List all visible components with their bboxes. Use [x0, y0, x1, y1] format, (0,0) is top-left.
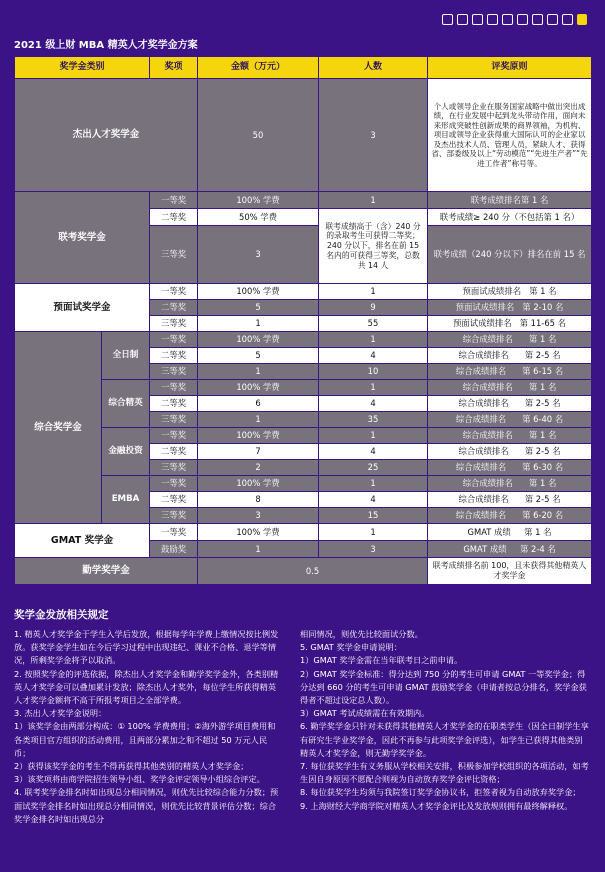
principle-text: 综合成绩排名	[458, 398, 509, 409]
cell-amount: 100% 学费	[198, 380, 319, 396]
table-row	[15, 192, 592, 209]
cell-count: 4	[319, 396, 428, 412]
cell-count: 35	[319, 412, 428, 428]
table-header-row	[15, 57, 592, 79]
cell-award: 三等奖	[150, 508, 198, 524]
note-paragraph: 3）该奖项将由商学院招生领导小组、奖学金评定领导小组综合评定。	[14, 774, 265, 785]
cell-principle	[428, 460, 592, 476]
note-paragraph: 8. 每位获奖学生均须与我院签订奖学金协议书，拒签者视为自动放弃奖学金；	[300, 787, 581, 798]
cell-count: 3	[319, 79, 428, 192]
principle-text: GMAT 成绩	[463, 543, 507, 554]
table-row	[15, 284, 592, 300]
note-paragraph: 1. 精英人才奖学金于学生入学后发放，根据每学年学费上缴情况按比例发放。获奖学金学生如在今后学习过程中出现违纪、课业不合格、退学等情况，所剩奖学金将予以取消。	[14, 629, 279, 666]
gift-icon	[547, 14, 558, 25]
principle-rank: 第 6-20 名	[522, 510, 564, 521]
principle-rank: 第 1 名	[528, 430, 557, 441]
cell-principle	[428, 348, 592, 364]
principle-rank: 第 11-65 名	[519, 318, 567, 329]
cell-principle	[428, 524, 592, 541]
principle-text: 综合成绩排名	[462, 430, 513, 441]
cell-award: 三等奖	[150, 460, 198, 476]
cell-award: 一等奖	[150, 476, 198, 492]
icon-row	[442, 14, 587, 25]
category-gmat: GMAT 奖学金	[15, 524, 150, 558]
table-row	[15, 476, 592, 492]
cell-count-note: 联考成绩高于（含）240 分的录取考生可获得二等奖；240 分以下，排名在前 15 名内的可获得三等奖，总数共 14 人	[319, 209, 428, 284]
category-comprehensive: 综合奖学金	[15, 332, 102, 524]
cell-count: 1	[319, 192, 428, 209]
tag-icon	[517, 14, 528, 25]
document-icon	[502, 14, 513, 25]
note-paragraph: 1）GMAT 奖学金需在当年联考日之前申请。	[300, 655, 463, 666]
cell-award: 二等奖	[150, 396, 198, 412]
notes-title: 奖学金发放相关规定	[14, 609, 109, 621]
table-row	[15, 558, 592, 585]
principle-rank: 第 6-15 名	[522, 366, 564, 377]
principle-rank: 第 1 名	[529, 286, 557, 297]
page-title: 2021 级上财 MBA 精英人才奖学金方案	[14, 40, 198, 51]
cell-principle	[428, 284, 592, 300]
chart-icon	[487, 14, 498, 25]
principle-rank: 第 2-5 名	[524, 398, 561, 409]
principle-text: 综合成绩排名	[462, 478, 513, 489]
clock-icon	[442, 14, 453, 25]
cell-principle: 联考成绩排名前 100，且未获得其他精英人才奖学金	[428, 558, 592, 585]
note-paragraph: 2）获得该奖学金的考生不得再获得其他类别的精英人才奖学金；	[14, 761, 249, 772]
cell-principle	[428, 300, 592, 316]
header-category: 奖学金类别	[15, 57, 150, 79]
table-row	[15, 524, 592, 541]
cell-principle	[428, 444, 592, 460]
cell-count: 4	[319, 444, 428, 460]
cell-amount: 1	[198, 412, 319, 428]
table-row	[15, 428, 592, 444]
header-principle: 评奖原则	[428, 57, 592, 79]
principle-rank: 第 1 名	[524, 526, 552, 537]
scholarship-table	[14, 56, 592, 585]
subcategory-label: EMBA	[102, 476, 150, 524]
cell-award: 一等奖	[150, 380, 198, 396]
category-outstanding: 杰出人才奖学金	[15, 79, 198, 192]
cell-amount: 1	[198, 364, 319, 380]
cell-amount: 8	[198, 492, 319, 508]
cell-amount: 7	[198, 444, 319, 460]
principle-text: 预面试成绩排名	[452, 318, 512, 329]
cell-count: 4	[319, 348, 428, 364]
cell-amount: 1	[198, 316, 319, 332]
cell-amount: 5	[198, 348, 319, 364]
principle-text: 综合成绩排名	[458, 446, 509, 457]
principle-text: 综合成绩排名	[462, 334, 513, 345]
principle-text: 预面试成绩排名	[462, 286, 522, 297]
note-paragraph: 2. 按照奖学金的评选依据，除杰出人才奖学金和勤学奖学金外，各类别精英人才奖学金可以叠加累计发放；除杰出人才奖外，每位学生所获得精英人才奖学金额将不高于所报考项目之全部学费。	[14, 668, 279, 706]
principle-text: 综合成绩排名	[455, 366, 507, 377]
cell-award: 一等奖	[150, 284, 198, 300]
cell-amount: 3	[198, 508, 319, 524]
table-row	[15, 79, 592, 192]
principle-text: 综合成绩排名	[455, 462, 507, 473]
note-paragraph: 7. 每位获奖学生有义务服从学校相关安排，积极参加学校组织的各项活动，如考生因自身原因不愿配合则视为自动放弃奖学金评比资格；	[300, 761, 589, 785]
table-row	[15, 380, 592, 396]
cell-principle	[428, 492, 592, 508]
cell-award: 三等奖	[150, 364, 198, 380]
principle-rank: 第 1 名	[528, 334, 557, 345]
cell-principle	[428, 332, 592, 348]
notes-left-column	[14, 628, 282, 826]
cell-amount: 100% 学费	[198, 284, 319, 300]
principle-rank: 第 2-5 名	[524, 494, 561, 505]
cell-award: 二等奖	[150, 300, 198, 316]
cell-award: 二等奖	[150, 209, 198, 226]
principle-text: 综合成绩排名	[462, 382, 513, 393]
cell-amount: 50% 学费	[198, 209, 319, 226]
principle-rank: 第 2-5 名	[524, 350, 561, 361]
cell-award: 一等奖	[150, 428, 198, 444]
cell-award: 三等奖	[150, 226, 198, 284]
cell-principle	[428, 396, 592, 412]
cell-count: 25	[319, 460, 428, 476]
subcategory-label: 全日制	[102, 332, 150, 380]
note-paragraph: 相同情况，则优先比较面试分数。	[300, 629, 423, 639]
note-paragraph: 6. 勤学奖学金只针对未获得其他精英人才奖学金的在职类学生（因全日制学生享有研究生学业奖学金，因此不再参与此项奖学金评选），如学生已获得其他类别精英人才奖学金，则无勤学奖学金。	[300, 721, 589, 758]
table-row	[15, 332, 592, 348]
cell-count: 1	[319, 428, 428, 444]
note-paragraph: 5. GMAT 奖学金申请说明：	[300, 642, 402, 653]
header-amount: 金额（万元）	[198, 57, 319, 79]
people-icon	[472, 14, 483, 25]
note-paragraph: 3）GMAT 考试成绩需在有效期内。	[300, 708, 430, 719]
subcategory-label: 金融投资	[102, 428, 150, 476]
cell-principle	[428, 380, 592, 396]
cell-count: 1	[319, 476, 428, 492]
cell-award: 一等奖	[150, 332, 198, 348]
cell-count: 3	[319, 541, 428, 558]
cell-award: 鼓励奖	[150, 541, 198, 558]
note-paragraph: 9. 上海财经大学商学院对精英人才奖学金评比及发放规则拥有最终解释权。	[300, 800, 573, 811]
principle-rank: 第 2-4 名	[519, 543, 556, 554]
cell-count: 15	[319, 508, 428, 524]
book-icon	[532, 14, 543, 25]
info-icon	[457, 14, 468, 25]
cell-amount: 100% 学费	[198, 524, 319, 541]
principle-text: 综合成绩排名	[458, 494, 509, 505]
cell-count: 1	[319, 524, 428, 541]
cell-count: 1	[319, 284, 428, 300]
principle-rank: 第 2-5 名	[524, 446, 561, 457]
cell-amount: 50	[198, 79, 319, 192]
cell-award: 一等奖	[150, 192, 198, 209]
cell-count: 9	[319, 300, 428, 316]
cell-amount: 100% 学费	[198, 476, 319, 492]
cell-principle	[428, 541, 592, 558]
notes-right-column	[300, 628, 590, 813]
cell-principle	[428, 508, 592, 524]
note-paragraph: 1）该奖学金由两部分构成：① 100% 学费费用；②海外游学项目费用和各类项目官方组织的活动费用，且两部分累加之和不超过 50 万元人民币；	[14, 721, 276, 758]
cell-amount: 2	[198, 460, 319, 476]
trophy-icon	[577, 14, 587, 25]
subcategory-label: 综合精英	[102, 380, 150, 428]
cell-principle: 联考成绩排名第 1 名	[428, 192, 592, 209]
category-diligence: 勤学奖学金	[15, 558, 198, 585]
cell-count: 55	[319, 316, 428, 332]
category-pre-interview: 预面试奖学金	[15, 284, 150, 332]
cell-award: 二等奖	[150, 348, 198, 364]
note-paragraph: 2）GMAT 奖学金标准：得分达到 750 分的考生可申请 GMAT 一等奖学金；得分达到 660 分的考生可申请 GMAT 鼓励奖学金（申请者按总分排名，奖学金获得者不超过设定总人数）。	[300, 668, 587, 706]
note-paragraph: 3. 杰出人才奖学金说明：	[14, 708, 107, 719]
principle-text: 综合成绩排名	[455, 510, 507, 521]
cell-amount: 100% 学费	[198, 192, 319, 209]
cell-amount: 100% 学费	[198, 332, 319, 348]
principle-rank: 第 6-30 名	[522, 462, 564, 473]
cell-principle	[428, 316, 592, 332]
cell-amount: 100% 学费	[198, 428, 319, 444]
category-joint-exam: 联考奖学金	[15, 192, 150, 284]
cell-amount: 0.5	[198, 558, 428, 585]
principle-rank: 第 1 名	[528, 382, 557, 393]
cell-award: 二等奖	[150, 444, 198, 460]
cell-count: 1	[319, 380, 428, 396]
cell-principle	[428, 476, 592, 492]
note-paragraph: 4. 联考奖学金排名时如出现总分相同情况，则优先比较综合能力分数；预面试奖学金排名时如出现总分相同情况，则优先比较背景评估分数；综合奖学金排名时如出现总分	[14, 787, 279, 824]
cell-amount: 3	[198, 226, 319, 284]
cell-amount: 1	[198, 541, 319, 558]
principle-text: GMAT 成绩	[467, 526, 511, 537]
cell-award: 一等奖	[150, 524, 198, 541]
cell-count: 1	[319, 332, 428, 348]
cell-award: 三等奖	[150, 412, 198, 428]
cell-amount: 6	[198, 396, 319, 412]
file-icon	[562, 14, 573, 25]
principle-text: 综合成绩排名	[455, 414, 507, 425]
header-count: 人数	[319, 57, 428, 79]
cell-principle: 联考成绩≥ 240 分（不包括第 1 名）	[428, 209, 592, 226]
cell-amount: 5	[198, 300, 319, 316]
header-award: 奖项	[150, 57, 198, 79]
principle-rank: 第 6-40 名	[522, 414, 564, 425]
cell-award: 三等奖	[150, 316, 198, 332]
cell-count: 4	[319, 492, 428, 508]
cell-principle	[428, 428, 592, 444]
cell-award: 二等奖	[150, 492, 198, 508]
principle-rank: 第 1 名	[528, 478, 557, 489]
cell-count: 10	[319, 364, 428, 380]
principle-text: 综合成绩排名	[458, 350, 509, 361]
cell-principle: 个人或领导企业在服务国家战略中做出突出成绩，在行业发展中起到龙头带动作用，面向未来形成突破性创新成果的商界领袖，为机构、项目或领导企业获得重大国际认可的企业家以及杰出技术人员、管理人员，紧缺人才、获得省、部委级及以上“劳动模范”“先进生产者”“先进工作者”称号等。	[428, 79, 592, 192]
cell-principle	[428, 364, 592, 380]
cell-principle: 联考成绩（240 分以下）排名在前 15 名	[428, 226, 592, 284]
principle-rank: 第 2-10 名	[522, 302, 564, 313]
cell-principle	[428, 412, 592, 428]
principle-text: 预面试成绩排名	[455, 302, 515, 313]
